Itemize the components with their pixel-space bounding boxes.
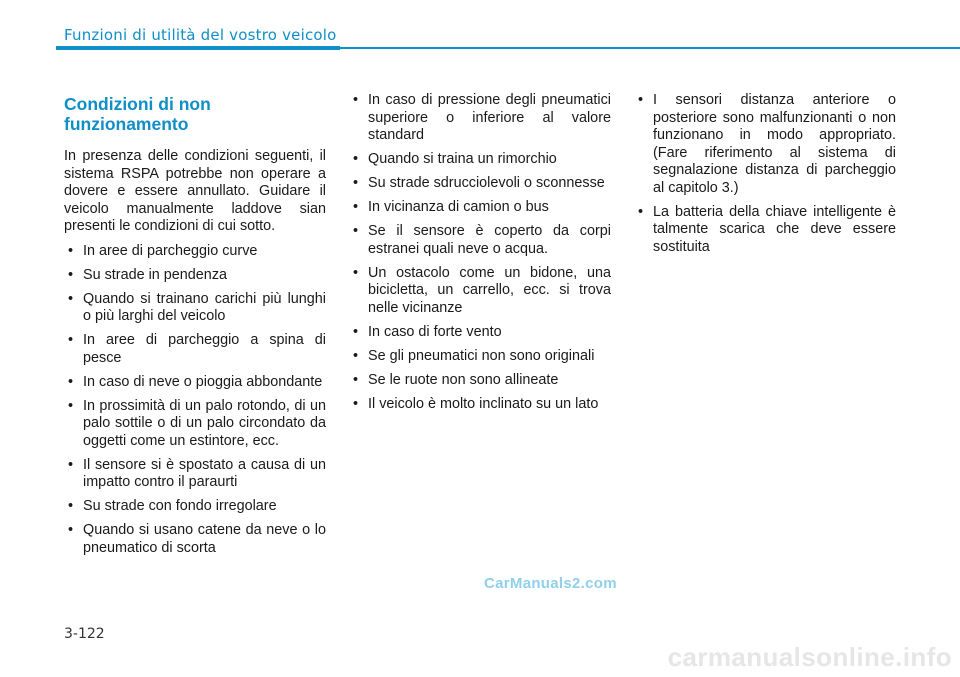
list-item-text: Quando si traina un rimorchio <box>368 151 557 167</box>
list-item-text: In aree di parcheggio a spina di pesce <box>83 332 326 366</box>
list-item-text: Su strade con fondo irregolare <box>83 498 277 514</box>
header-rule-thin <box>340 47 960 49</box>
page-number: 3-122 <box>64 626 105 642</box>
column-2 <box>349 92 611 420</box>
list-item-text: In aree di parcheggio curve <box>83 242 258 259</box>
bullet-icon: • <box>353 395 359 412</box>
list-item <box>634 204 896 257</box>
bullet-icon: • <box>353 264 359 281</box>
list-item <box>349 372 611 390</box>
bullet-icon: • <box>353 347 359 364</box>
bullet-icon: • <box>353 371 359 388</box>
conditions-list-3 <box>634 92 896 256</box>
conditions-list-1 <box>64 243 326 558</box>
list-item <box>349 265 611 318</box>
list-item <box>64 243 326 261</box>
chapter-title: Funzioni di utilità del vostro veicolo <box>64 26 337 44</box>
list-item-text: Un ostacolo come un bidone, una bicicletta, un carrello, ecc. si trova nelle vicinanze <box>368 264 611 316</box>
list-item <box>349 151 611 169</box>
bullet-icon: • <box>68 456 74 473</box>
list-item <box>64 522 326 557</box>
list-item-text: Il veicolo è molto inclinato su un lato <box>368 395 599 412</box>
list-item <box>349 199 611 217</box>
list-item-text: In caso di neve o pioggia abbondante <box>83 373 323 390</box>
bullet-icon: • <box>68 266 74 283</box>
list-item-text: Quando si trainano carichi più lunghi o più larghi del veicolo <box>83 290 326 324</box>
list-item-text: Se le ruote non sono allineate <box>368 371 559 388</box>
bullet-icon: • <box>68 332 74 348</box>
conditions-list-2 <box>349 92 611 413</box>
list-item <box>64 457 326 492</box>
list-item <box>349 92 611 145</box>
section-heading: Condizioni di non funzionamento <box>64 94 211 134</box>
list-item-text: Il sensore si è spostato a causa di un impatto contro il paraurti <box>83 456 326 490</box>
bullet-icon: • <box>68 397 74 414</box>
carmanualsonline-watermark: carmanualsonline.info <box>667 642 952 672</box>
bullet-icon: • <box>68 373 74 390</box>
list-item <box>634 92 896 197</box>
bullet-icon: • <box>353 223 359 239</box>
list-item <box>64 498 326 516</box>
list-item <box>64 332 326 367</box>
list-item-text: Se il sensore è coperto da corpi estranei quali neve o acqua. <box>368 223 611 257</box>
list-item <box>349 223 611 258</box>
list-item-text: La batteria della chiave intelligente è talmente scarica che deve essere sostituita <box>653 203 896 255</box>
list-item <box>349 396 611 414</box>
list-item-text: Su strade in pendenza <box>83 266 228 283</box>
bullet-icon: • <box>638 92 644 108</box>
bullet-icon: • <box>68 522 74 538</box>
list-item <box>64 267 326 285</box>
list-item-text: In caso di pressione degli pneumatici superiore o inferiore al valore standard <box>368 92 611 143</box>
list-item-text: In vicinanza di camion o bus <box>368 199 549 215</box>
list-item-text: I sensori distanza anteriore o posteriore sono malfunzionanti o non funzionano in modo appropriato. (Fare riferimento al sistema di segnalazione distanza di parcheggio al capitolo 3.) <box>653 92 896 196</box>
list-item <box>349 175 611 193</box>
bullet-icon: • <box>638 203 644 220</box>
bullet-icon: • <box>353 199 359 215</box>
intro-paragraph: In presenza delle condizioni seguenti, il sistema RSPA potrebbe non operare a dovere e essere annullato. Guidare il veicolo manualmente laddove sian presenti le condizioni di cui sotto. <box>64 148 326 234</box>
bullet-icon: • <box>68 242 74 259</box>
bullet-icon: • <box>353 323 359 340</box>
list-item <box>349 324 611 342</box>
list-item <box>349 348 611 366</box>
carmanuals-watermark[interactable]: CarManuals2.com <box>484 575 617 592</box>
header-rule-thick <box>56 46 340 50</box>
bullet-icon: • <box>353 92 359 108</box>
bullet-icon: • <box>353 151 359 167</box>
list-item-text: Quando si usano catene da neve o lo pneumatico di scorta <box>83 522 326 556</box>
column-3 <box>634 92 896 263</box>
list-item-text: Se gli pneumatici non sono originali <box>368 347 595 364</box>
list-item <box>64 291 326 326</box>
list-item-text: Su strade sdrucciolevoli o sconnesse <box>368 175 605 191</box>
list-item <box>64 374 326 392</box>
list-item-text: In caso di forte vento <box>368 323 502 340</box>
bullet-icon: • <box>68 290 74 307</box>
list-item <box>64 398 326 451</box>
bullet-icon: • <box>353 175 359 191</box>
column-1 <box>64 94 326 564</box>
list-item-text: In prossimità di un palo rotondo, di un palo sottile o di un palo circondato da oggetti come un estintore, ecc. <box>83 397 326 449</box>
bullet-icon: • <box>68 498 74 514</box>
